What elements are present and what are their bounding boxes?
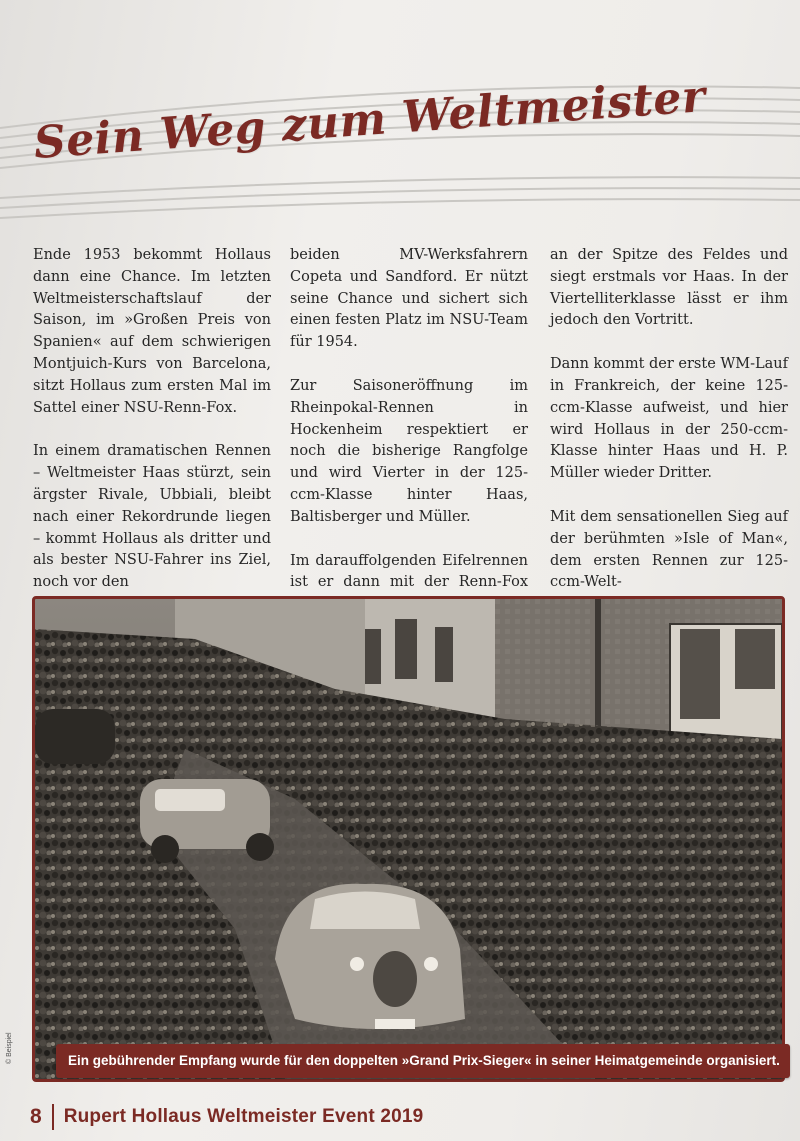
text-column-3 (550, 245, 788, 616)
paragraph: Zur Saisoneröffnung im Rheinpokal-Rennen in Hockenheim respektiert er noch die bisherige Rangfolge und wird Vierter in der 125-ccm-Klasse hinter Haas, Baltisberger und Müller. (290, 377, 528, 525)
historic-photo (32, 596, 785, 1082)
paragraph: In einem dramatischen Rennen – Weltmeister Haas stürzt, sein ärgster Rivale, Ubbiali, bleibt nach einer Rekordrunde liegen – kommt Hollaus als dritter und als bester NSU-Fahrer ins Ziel, noch vor den (33, 443, 271, 591)
paragraph: Ende 1953 bekommt Hollaus dann eine Chance. Im letzten Weltmeisterschaftslauf der Saison, im »Großen Preis von Spanien« auf dem schwierigen Montjuich-Kurs von Barcelona, sitzt Hollaus zum ersten Mal im Sattel einer NSU-Renn-Fox. (33, 247, 271, 416)
photo-caption: Ein gebührender Empfang wurde für den doppelten »Grand Prix-Sieger« in seiner Heimatgemeinde organisiert. (56, 1044, 790, 1078)
page-number: 8 (30, 1105, 42, 1128)
paragraph: an der Spitze des Feldes und siegt erstmals vor Haas. In der Viertelliterklasse lässt er ihm jedoch den Vortritt. (550, 247, 788, 329)
text-column-2 (290, 245, 528, 638)
photo-illustration (35, 599, 782, 1079)
publication-title: Rupert Hollaus Weltmeister Event 2019 (63, 1106, 424, 1127)
footer-divider (52, 1104, 54, 1130)
page-footer (30, 1102, 423, 1132)
paragraph: Mit dem sensationellen Sieg auf der berühmten »Isle of Man«, dem ersten Rennen zur 125-ccm-Welt- (550, 508, 788, 591)
photo-credit: © Beispiel (6, 1032, 13, 1064)
article-title: Sein Weg zum Weltmeister (32, 71, 708, 169)
paragraph: beiden MV-Werksfahrern Copeta und Sandford. Er nützt seine Chance und sichert sich einen festen Platz im NSU-Team für 1954. (290, 247, 528, 351)
paragraph: Dann kommt der erste WM-Lauf in Frankreich, der keine 125-ccm-Klasse aufweist, und hier wird Hollaus in der 250-ccm-Klasse hinter Haas und H. P. Müller wieder Dritter. (550, 356, 789, 482)
paragraph: Im darauffolgenden Eifelrennen ist er dann mit der Renn-Fox (290, 552, 528, 591)
text-column-1 (33, 245, 271, 616)
